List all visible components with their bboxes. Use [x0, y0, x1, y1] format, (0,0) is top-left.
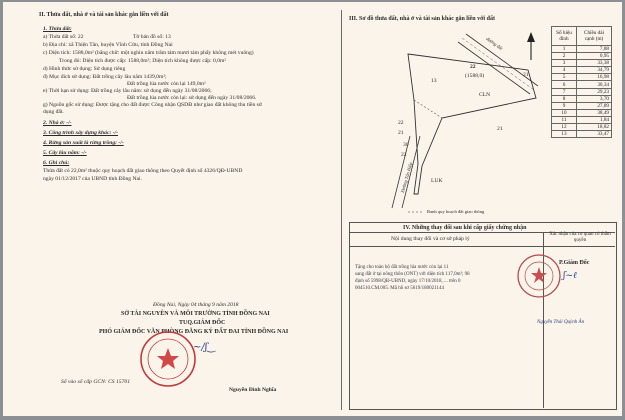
- table-row: 5 16,98: [552, 74, 612, 81]
- changes-box: [349, 222, 617, 410]
- table-row: 8 3,70: [552, 95, 612, 102]
- map-neighbor-22b: 22: [401, 152, 407, 158]
- column-change-content: Nội dung thay đổi và cơ sở pháp lý: [391, 236, 470, 242]
- change-line-4: 004510.CM.005. Mã hồ sơ 5619/180021144: [355, 286, 444, 291]
- section-4-title: IV. Những thay đổi sau khi cấp giấy chứng nhận: [403, 225, 527, 231]
- parcel-number: a) Thửa đất số: 22: [43, 34, 84, 40]
- map-parcel-area: (1588,0): [465, 73, 485, 79]
- table-row: 3 33,38: [552, 60, 612, 67]
- parcel-map: [348, 26, 548, 216]
- edge-length-table: [551, 26, 612, 138]
- note-line-2: ngày 01/12/2017 của UBND tỉnh Đồng Nai.: [43, 176, 142, 182]
- parcel-address: b) Địa chỉ: xã Thiện Tân, huyện Vĩnh Cửu, tỉnh Đồng Nai: [43, 42, 173, 48]
- confirmation-title: P.Giám Đốc: [559, 260, 590, 266]
- change-line-3: định số 5998/QĐ-UBND, ngày 17/10/2018, ... trên 0: [355, 279, 461, 284]
- section-4-header-divider: [349, 246, 615, 247]
- table-row: 1 7,88: [552, 46, 612, 53]
- heading-forest: 4. Rừng sản xuất là rừng trồng: -/-: [43, 140, 124, 146]
- map-neighbor-30: 30: [403, 142, 409, 148]
- issuer-title: TUQ.GIÁM ĐỐC: [179, 320, 226, 326]
- table-row: 12 18,82: [552, 124, 612, 131]
- note-line-1: Thửa đất có 22,0m² thuộc quy hoạch đất giao thông theo Quyết định số 4326/QĐ-UBND: [43, 168, 243, 174]
- confirmation-seal-stamp: [515, 252, 563, 300]
- parcel-area-detail: Trong đó: Diện tích được cấp: 1588,0m²; Diện tích không được cấp: 0,0m²: [59, 58, 227, 64]
- map-plan-legend: Ranh quy hoạch đất giao thông: [427, 209, 485, 214]
- registry-number: Số vào sổ cấp GCN: CS 15701: [61, 379, 130, 385]
- usage-origin: g) Nguồn gốc sử dụng: Được tặng cho đất được Công nhận QSDĐ như giao đất không thu tiền sử: [43, 102, 262, 108]
- table-row: 13 33,47: [552, 131, 612, 138]
- map-parcel-number: 22: [470, 64, 476, 70]
- official-seal-stamp: [138, 329, 198, 389]
- parcel-area: c) Diện tích: 1588,0m² (bằng chữ: một nghìn năm trăm tám mươi tám phẩy không mét vuông): [43, 50, 254, 56]
- map-luk-label: LUK: [431, 178, 443, 184]
- issuer-org: SỞ TÀI NGUYÊN VÀ MÔI TRƯỜNG TỈNH ĐỒNG NAI: [121, 311, 270, 317]
- confirmation-signer: Nguyễn Thái Quỳnh Ân: [537, 320, 585, 325]
- table-row: 9 27,89: [552, 102, 612, 109]
- heading-house: 2. Nhà ở: -/-: [43, 120, 72, 126]
- section-3-title: III. Sơ đồ thửa đất, nhà ở và tài sản khác gắn liền với đất: [349, 16, 495, 22]
- usage-form: d) Hình thức sử dụng: Sử dụng riêng: [43, 66, 126, 72]
- heading-perennial: 5. Cây lâu năm: -/-: [43, 150, 87, 156]
- table-row: 10 38,49: [552, 109, 612, 116]
- table-header-vertex: Số hiệu đỉnh: [552, 27, 577, 46]
- table-row: 4 34,79: [552, 67, 612, 74]
- map-neighbor-21b: 21: [497, 126, 503, 132]
- usage-purpose: đ) Mục đích sử dụng: Đất trồng cây lâu năm 1439,0m²;: [43, 74, 167, 80]
- usage-purpose-2: Đất trồng lúa nước còn lại 149,0m²: [127, 81, 206, 87]
- map-neighbor-21a: 21: [523, 72, 529, 78]
- heading-land-parcel: 1. Thửa đất:: [43, 26, 72, 32]
- map-neighbor-13: 13: [431, 78, 437, 84]
- map-neighbor-22: 22: [398, 120, 404, 126]
- heading-notes: 6. Ghi chú:: [43, 160, 70, 166]
- map-sheet-number: Tờ bản đồ số: 13: [133, 34, 171, 40]
- table-row: 6 30,34: [552, 81, 612, 88]
- table-row: 7 29,23: [552, 88, 612, 95]
- heading-other-works: 3. Công trình xây dựng khác: -/-: [43, 130, 118, 136]
- change-line-2: sang đất ở tại nông thôn (ONT) với diện tích 117,0m²; 98: [355, 272, 470, 277]
- usage-origin-2: dụng đất.: [43, 109, 64, 115]
- change-line-1: Tặng cho toàn bộ đất trồng lúa nước còn lại 11: [355, 265, 449, 270]
- director-signature: ~/ʃ‿: [193, 342, 216, 353]
- map-neighbor-21c: 21: [398, 130, 404, 136]
- table-header-length: Chiều dài cạnh (m): [577, 27, 612, 46]
- section-2-title: II. Thửa đất, nhà ở và tài sản khác gắn liền với đất: [39, 12, 169, 18]
- issue-date: Đồng Nai, Ngày 04 tháng 9 năm 2018: [153, 302, 239, 308]
- table-row: 2 0,95: [552, 53, 612, 60]
- confirmation-signature: ʃ~ℓ: [563, 271, 577, 281]
- column-confirmation: Xác nhận của cơ quan có thẩm quyền: [549, 232, 611, 243]
- table-row: 11 1,84: [552, 116, 612, 123]
- certificate-page: [3, 2, 622, 416]
- map-road-label: đường đất: [485, 36, 504, 51]
- center-divider: [341, 10, 342, 410]
- map-land-code: CLN: [479, 92, 491, 98]
- usage-term-2: Đất trồng lúa nước còn lại: sử dụng đến ngày 31/08/2066.: [127, 95, 257, 101]
- signer-name: Nguyễn Đình Nghĩa: [229, 387, 277, 393]
- usage-term: e) Thời hạn sử dụng: Đất trồng cây lâu năm: sử dụng đến ngày 31/08/2066;: [43, 88, 212, 94]
- map-road-label-2: Đường Tân Hiệp: [399, 161, 414, 194]
- issuer-office: PHÓ GIÁM ĐỐC VĂN PHÒNG ĐĂNG KÝ ĐẤT ĐAI TỈNH ĐỒNG NAI: [99, 329, 289, 335]
